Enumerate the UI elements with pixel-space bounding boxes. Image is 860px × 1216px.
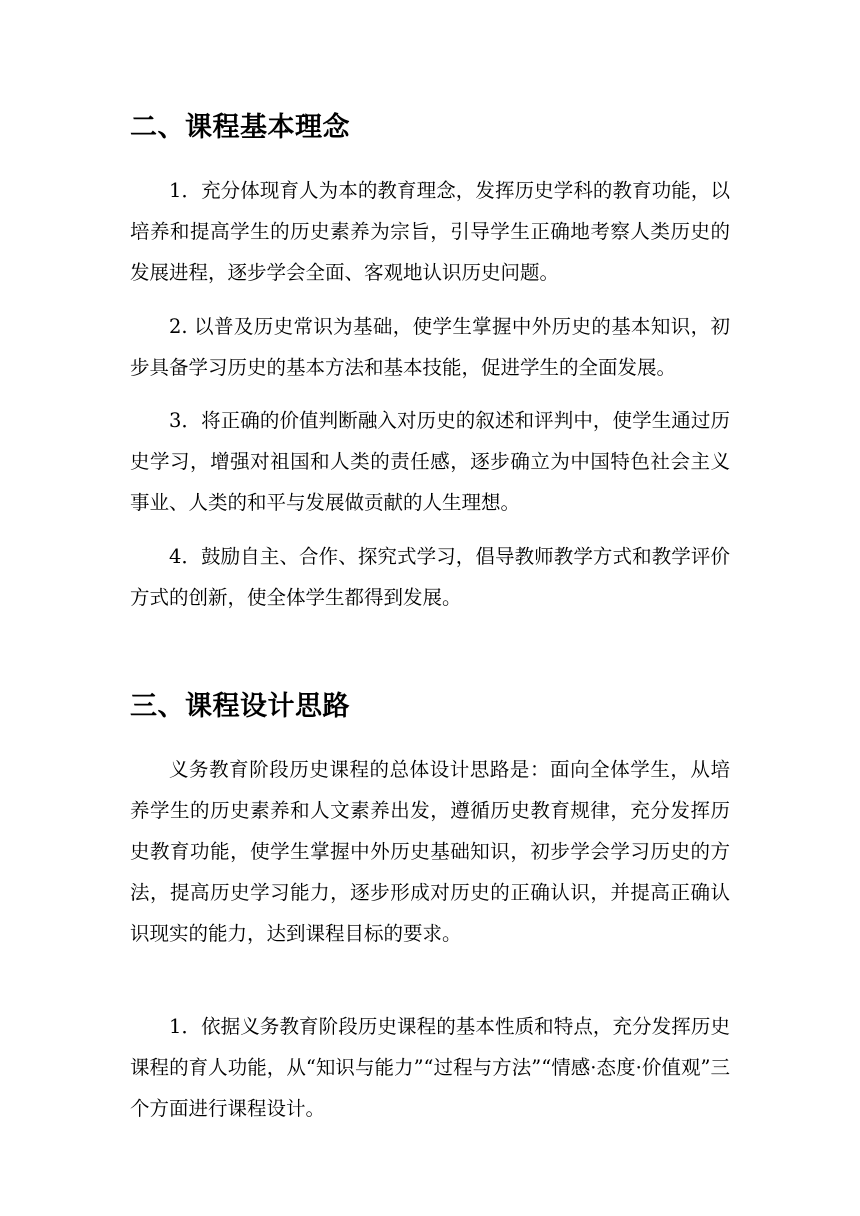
paragraph-concept-3: 3．将正确的价值判断融入对历史的叙述和评判中，使学生通过历史学习，增强对祖国和人类的责任感，逐步确立为中国特色社会主义事业、人类的和平与发展做贡献的人生理想。 — [130, 409, 730, 514]
paragraph-concept-4: 4．鼓励自主、合作、探究式学习，倡导教师教学方式和教学评价方式的创新，使全体学生都得到发展。 — [130, 545, 730, 609]
paragraph-design-overview: 义务教育阶段历史课程的总体设计思路是：面向全体学生，从培养学生的历史素养和人文素养出发，遵循历史教育规律，充分发挥历史教育功能，使学生掌握中外历史基础知识，初步学会学习历史的方法，提高历史学习能力，逐步形成对历史的正确认识，并提高正确认识现实的能力，达到课程目标的要求。 — [130, 758, 730, 945]
paragraph-design-1: 1．依据义务教育阶段历史课程的基本性质和特点，充分发挥历史课程的育人功能，从“知识与能力”“过程与方法”“情感·态度·价值观”三个方面进行课程设计。 — [130, 1015, 730, 1120]
section-heading-basic-concepts: 二、课程基本理念 — [130, 112, 350, 143]
paragraph-concept-2: 2. 以普及历史常识为基础，使学生掌握中外历史的基本知识，初步具备学习历史的基本方法和基本技能，促进学生的全面发展。 — [130, 315, 730, 379]
paragraph-concept-1: 1．充分体现育人为本的教育理念，发挥历史学科的教育功能，以培养和提高学生的历史素养为宗旨，引导学生正确地考察人类历史的发展进程，逐步学会全面、客观地认识历史问题。 — [130, 179, 730, 284]
section-heading-design-ideas: 三、课程设计思路 — [130, 691, 350, 722]
